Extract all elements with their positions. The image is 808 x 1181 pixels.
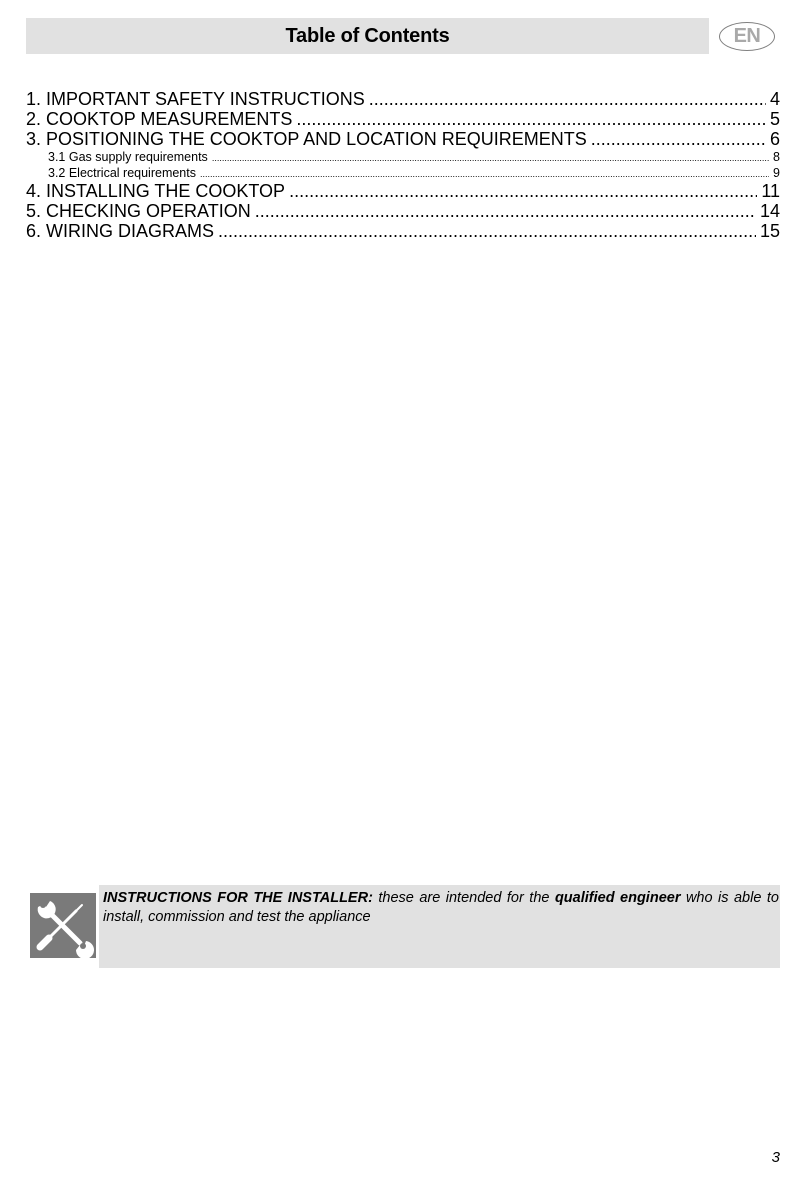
toc-entry-page: 11 xyxy=(761,181,780,201)
toc-leader-dots xyxy=(200,166,769,181)
toc-subentry-page: 9 xyxy=(773,166,780,180)
toc-entry-label: 5. CHECKING OPERATION xyxy=(26,201,251,221)
toc-subentry-label: 3.2 Electrical requirements xyxy=(48,166,196,180)
language-badge: EN xyxy=(719,22,775,51)
toc-entry-page: 5 xyxy=(769,109,780,129)
toc-leader-dots xyxy=(289,181,757,201)
toc-entry[interactable] xyxy=(26,201,780,221)
toc-subentry-page: 8 xyxy=(773,150,780,164)
table-of-contents xyxy=(26,89,780,241)
toc-leader-dots xyxy=(369,89,766,109)
installer-note-emphasis: qualified engineer xyxy=(554,890,681,906)
toc-entry[interactable] xyxy=(26,89,780,109)
toc-entry-page: 6 xyxy=(769,129,780,149)
toc-leader-dots xyxy=(218,221,756,241)
installer-note-lead: INSTRUCTIONS FOR THE INSTALLER: xyxy=(103,890,373,906)
toc-entry[interactable] xyxy=(26,221,780,241)
toc-entry-label: 3. POSITIONING THE COOKTOP AND LOCATION REQUIREMENTS xyxy=(26,129,587,149)
installer-note-text-part: who is able to install, commission and test the appliance xyxy=(103,890,779,925)
toc-entry-label: 4. INSTALLING THE COOKTOP xyxy=(26,181,286,201)
installer-note-text-part: these are intended for the xyxy=(372,890,555,906)
installer-note-text xyxy=(103,889,779,927)
toc-entry[interactable] xyxy=(26,129,780,149)
toc-leader-dots xyxy=(591,129,766,149)
toc-entry-label: 1. IMPORTANT SAFETY INSTRUCTIONS xyxy=(26,89,365,109)
toc-leader-dots xyxy=(255,201,756,221)
page-title: Table of Contents xyxy=(285,24,450,47)
toc-entry-label: 6. WIRING DIAGRAMS xyxy=(26,221,215,241)
toc-entry-page: 15 xyxy=(759,221,780,241)
installer-note-box xyxy=(99,885,780,968)
toc-entry-label: 2. COOKTOP MEASUREMENTS xyxy=(26,109,293,129)
title-bar xyxy=(26,18,709,54)
page-number: 3 xyxy=(771,1149,780,1166)
toc-subentry[interactable] xyxy=(26,149,780,165)
toc-leader-dots xyxy=(296,109,766,129)
toc-subentry-label: 3.1 Gas supply requirements xyxy=(48,150,208,164)
toc-entry[interactable] xyxy=(26,109,780,129)
toc-entry-page: 4 xyxy=(769,89,780,109)
toc-subentry[interactable] xyxy=(26,165,780,181)
toc-entry-page: 14 xyxy=(759,201,780,221)
wrench-screwdriver-icon xyxy=(30,893,96,958)
toc-entry[interactable] xyxy=(26,181,780,201)
toc-leader-dots xyxy=(212,150,769,165)
